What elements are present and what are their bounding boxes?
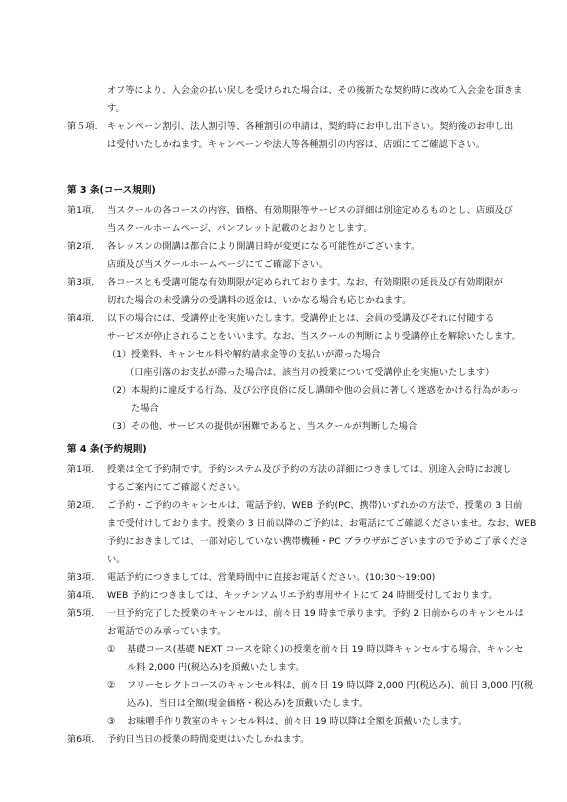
paragraph-line: その他、サービスの提供が困難であると、当スクールが判断した場合 — [131, 421, 418, 432]
circled-number: ② — [107, 680, 116, 691]
clause-number: 第2項. — [67, 241, 95, 252]
paragraph-line: するご案内にてご確認ください。 — [107, 482, 246, 493]
clause-number: 第1項. — [67, 205, 95, 216]
paragraph-line: サービスが停止されることをいいます。なお、当スクールの判断により受講停止を解除いたします。 — [107, 331, 522, 342]
paragraph-line: 各レッスンの開講は都合により開講日時が変更になる可能性がございます。 — [107, 241, 421, 252]
paragraph-line: 授業は全て予約制です。予約システム及び予約の方法の詳細につきましては、別途入会時にお渡し — [107, 464, 512, 475]
paragraph-line: ル料 2,000 円(税込み)を頂戴いたします。 — [127, 662, 305, 673]
paragraph-line: 基礎コース(基礎 NEXT コースを除く)の授業を前々日 19 時以降キャンセルする場合、キャンセ — [127, 644, 524, 655]
paragraph-line: 本規約に違反する行為、及び公序良俗に反し講師や他の会員に著しく迷惑をかける行為があっ — [131, 385, 519, 396]
paragraph-line: 当スクールの各コースの内容、価格、有効期限等サービスの詳細は別途定めるものとし、店頭及び — [107, 205, 513, 216]
paragraph-line: フリーセレクトコースのキャンセル料は、前々日 19 時以降 2,000 円(税込み)、前日 3,000 円(税 — [127, 680, 534, 691]
sub-item-number: （2） — [107, 385, 132, 396]
clause-number: 第5項. — [67, 608, 95, 619]
clause-number: 第2項. — [67, 500, 95, 511]
paragraph-line: 予約日当日の授業の時間変更はいたしかねます。 — [107, 734, 310, 745]
clause-number: 第4項. — [67, 313, 95, 324]
clause-number: 第1項. — [67, 464, 95, 475]
paragraph-line: す。 — [107, 103, 125, 114]
paragraph-line: 電話予約につきましては、営業時間中に直接お電話ください。(10:30～19:00) — [107, 572, 436, 583]
paragraph-line: 当スクールホームページ、パンフレット記載のとおりとします。 — [107, 223, 373, 234]
sub-item-number: （1） — [107, 349, 132, 360]
paragraph-line: オフ等により、入会金の払い戻しを受けられた場合は、その後新たな契約時に改めて入会金を頂きま — [107, 85, 523, 96]
paragraph-line: 切れた場合の未受講分の受講料の返金は、いかなる場合も応じかねます。 — [107, 295, 412, 306]
paragraph-line: 予約におきましては、一部対応していない携帯機種・PC ブラウザがございますので予めご了承くださ — [107, 536, 529, 547]
paragraph-line: ご予約・ご予約のキャンセルは、電話予約、WEB 予約(PC、携帯)いずれかの方法で、授業の 3 日前 — [107, 500, 523, 511]
paragraph-line: 以下の場合には、受講停止を実施いたします。受講停止とは、会員の受講及びそれに付随する — [107, 313, 495, 324]
paragraph-line: 込み)、当日は全額(現金価格・税込み)を頂戴いたします。 — [127, 698, 369, 709]
circled-number: ① — [107, 644, 116, 655]
paragraph-line: 各コースとも受講可能な有効期限が定められております。なお、有効期限の延長及び有効期限が — [107, 277, 504, 288]
sub-item-number: （3） — [107, 421, 132, 432]
article-title: 第 3 条(コース規則) — [67, 185, 156, 196]
paragraph-line: い。 — [107, 554, 126, 565]
paragraph-line: 一旦予約完了した授業のキャンセルは、前々日 19 時まで承ります。予約 2 日前からのキャンセルは — [107, 608, 524, 619]
paragraph-line: お電話でのみ承っています。 — [107, 626, 227, 637]
paragraph-line: キャンペーン割引、法人割引等、各種割引の申請は、契約時にお申し出下さい。契約後のお申し出 — [107, 121, 514, 132]
paragraph-line: は受付いたしかねます。キャンペーンや法人等各種割引の内容は、店頭にてご確認下さい。 — [107, 139, 485, 150]
article-title: 第 4 条(予約規則) — [67, 444, 147, 455]
clause-number: 第6項. — [67, 734, 95, 745]
paragraph-line: （口座引落のお支払が滞った場合は、該当月の授業について受講停止を実施いたします） — [125, 367, 495, 378]
paragraph-line: た場合 — [131, 403, 159, 414]
paragraph-line: まで受付けしております。授業の 3 日前以降のご予約は、お電話にてご確認くださいませ。なお、WEB — [107, 518, 537, 529]
circled-number: ③ — [107, 716, 116, 727]
paragraph-line: WEB 予約につきましては、キッチンソムリエ予約専用サイトにて 24 時間受付しております。 — [107, 590, 498, 601]
clause-number: 第4項. — [67, 590, 95, 601]
clause-number: 第3項. — [67, 572, 95, 583]
clause-number: 第3項. — [67, 277, 95, 288]
paragraph-line: お味噌手作り教室のキャンセル料は、前々日 19 時以降は全額を頂戴いたします。 — [127, 716, 468, 727]
clause-number: 第５項. — [67, 121, 98, 132]
paragraph-line: 授業料、キャンセル料や解約請求金等の支払いが滞った場合 — [131, 349, 381, 360]
paragraph-line: 店頭及び当スクールホームページにてご確認下さい。 — [107, 259, 329, 270]
